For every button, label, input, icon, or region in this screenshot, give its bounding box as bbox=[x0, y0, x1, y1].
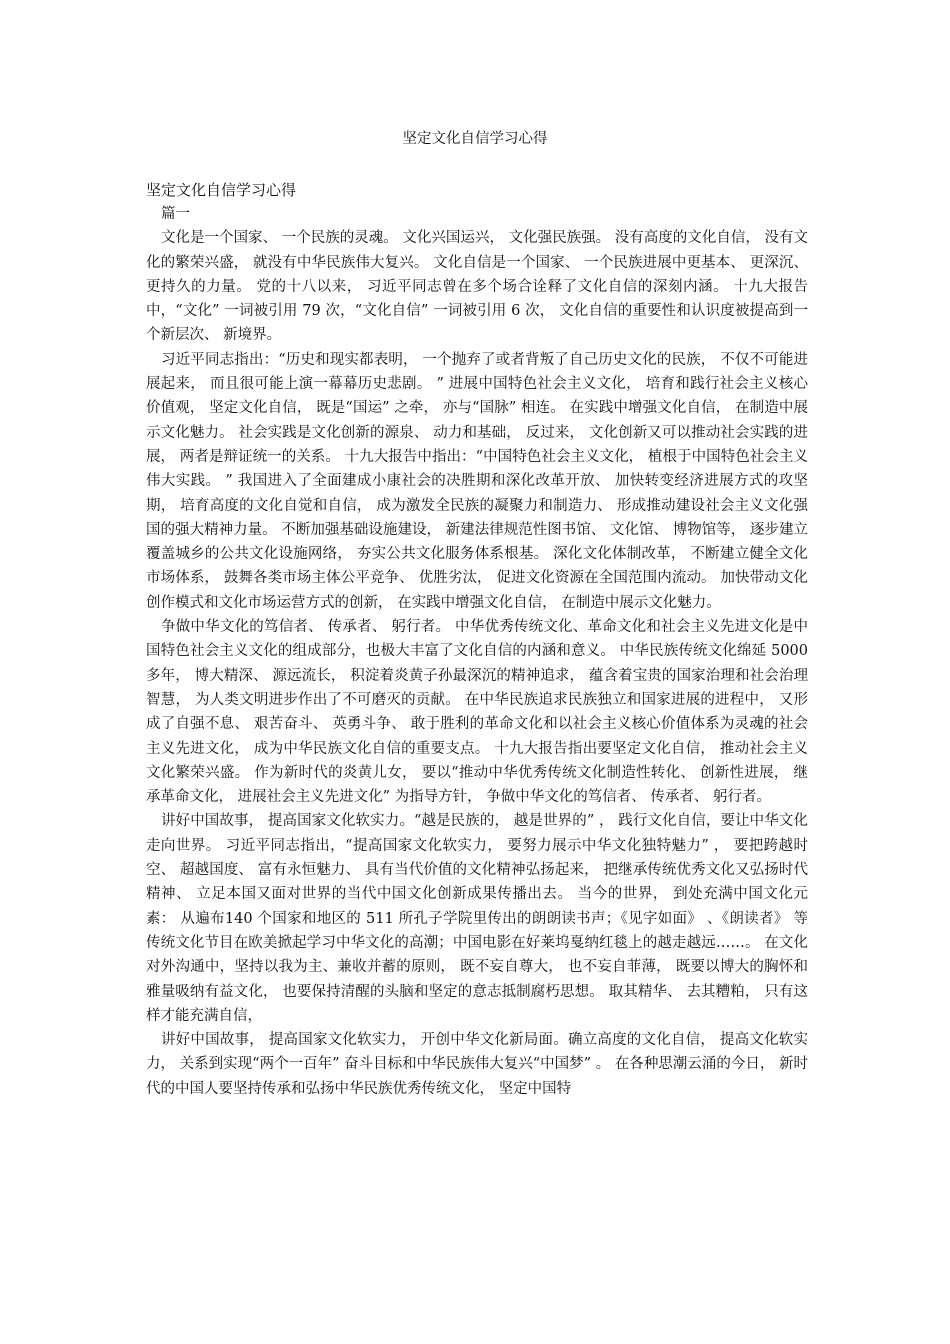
paragraph: 讲好中国故事， 提高国家文化软实力。“越是民族的， 越是世界的” ， 践行文化自信，要让中华文化走向世界。 习近平同志指出，“提高国家文化软实力， 要努力展示中华文化独特魅力” ， 要把跨越时空、 超越国度、 富有永恒魅力、 具有当代价值的文化精神弘扬起来， 把继承传统优秀文化又弘扬时代精神、 立足本国又面对世界的当代中国文化创新成果传播出去。 当今的世界， 到处充满中国文化元素： 从遍布140 个国家和地区的 511 所孔子学院里传出的朗朗读书声；《见字如面》 、《朗读者》 等传统文化节目在欧美掀起学习中华文化的高潮；中国电影在好莱坞戛纳红毯上的越走越远……。 在文化对外沟通中，坚持以我为主、兼收并蓄的原则， 既不妄自尊大， 也不妄自菲薄， 既要以博大的胸怀和雅量吸纳有益文化， 也要保持清醒的头脑和坚定的意志抵制腐朽思想。 取其精华、 去其糟粕， 只有这样才能充满自信， bbox=[146, 813, 808, 1024]
paragraph: 讲好中国故事， 提高国家文化软实力， 开创中华文化新局面。确立高度的文化自信， 提高文化软实力， 关系到实现“两个一百年” 奋斗目标和中华民族伟大复兴“中国梦” 。 在各种思潮云涌的今日， 新时代的中国人要坚持传承和弘扬中华民族优秀传统文化， 坚定中国特 bbox=[146, 1032, 808, 1097]
document-subtitle: 坚定文化自信学习心得 bbox=[146, 181, 297, 199]
paragraph: 争做中华文化的笃信者、 传承者、 躬行者。 中华优秀传统文化、革命文化和社会主义先进文化是中国特色社会主义文化的组成部分，也极大丰富了文化自信的内涵和意义。 中华民族传统文化绵延 5000 多年， 博大精深、 源远流长， 积淀着炎黄子孙最深沉的精神追求， 蕴含着宝贵的国家治理和社会治理智慧， 为人类文明进步作出了不可磨灭的贡献。 在中华民族追求民族独立和国家进展的进程中， 又形成了自强不息、 艰苦奋斗、 英勇斗争、 敢于胜利的革命文化和以社会主义核心价值体系为灵魂的社会主义先进文化， 成为中华民族文化自信的重要支点。 十九大报告指出要坚定文化自信， 推动社会主义文化繁荣兴盛。 作为新时代的炎黄儿女， 要以“推动中华优秀传统文化制造性转化、 创新性进展， 继承革命文化， 进展社会主义先进文化” 为指导方针， 争做中华文化的笃信者、 传承者、 躬行者。 bbox=[146, 619, 808, 806]
paragraph: 文化是一个国家、 一个民族的灵魂。 文化兴国运兴， 文化强民族强。 没有高度的文化自信， 没有文化的繁荣兴盛， 就没有中华民族伟大复兴。 文化自信是一个国家、 一个民族进展中更基本、 更深沉、 更持久的力量。 党的十八以来， 习近平同志曾在多个场合诠释了文化自信的深刻内涵。 十九大报告中，“文化” 一词被引用 79 次，“文化自信” 一词被引用 6 次， 文化自信的重要性和认识度被提高到一个新层次、 新境界。 bbox=[146, 230, 808, 344]
section-heading: 篇一 bbox=[161, 206, 190, 222]
document-body bbox=[146, 178, 808, 1101]
paragraph: 习近平同志指出：“历史和现实都表明， 一个抛弃了或者背叛了自己历史文化的民族， 不仅不可能进展起来， 而且很可能上演一幕幕历史悲剧。 ” 进展中国特色社会主义文化， 培育和践行社会主义核心价值观， 坚定文化自信， 既是“国运” 之牵， 亦与“国脉” 相连。 在实践中增强文化自信， 在制造中展示文化魅力。 社会实践是文化创新的源泉、 动力和基础， 反过来， 文化创新又可以推动社会实践的进展， 两者是辩证统一的关系。 十九大报告中指出：“中国特色社会主义文化， 植根于中国特色社会主义伟大实践。 ” 我国进入了全面建成小康社会的决胜期和深化改革开放、 加快转变经济进展方式的攻坚期， 培育高度的文化自觉和自信， 成为激发全民族的凝聚力和制造力、 形成推动建设社会主义文化强国的强大精神力量。 不断加强基础设施建设， 新建法律规范性图书馆、 文化馆、 博物馆等， 逐步建立覆盖城乡的公共文化设施网络， 夯实公共文化服务体系根基。 深化文化体制改革， 不断建立健全文化市场体系， 鼓舞各类市场主体公平竞争、 优胜劣汰， 促进文化资源在全国范围内流动。 加快带动文化创作模式和文化市场运营方式的创新， 在实践中增强文化自信， 在制造中展示文化魅力。 bbox=[146, 351, 808, 611]
document-title: 坚定文化自信学习心得 bbox=[402, 131, 548, 147]
